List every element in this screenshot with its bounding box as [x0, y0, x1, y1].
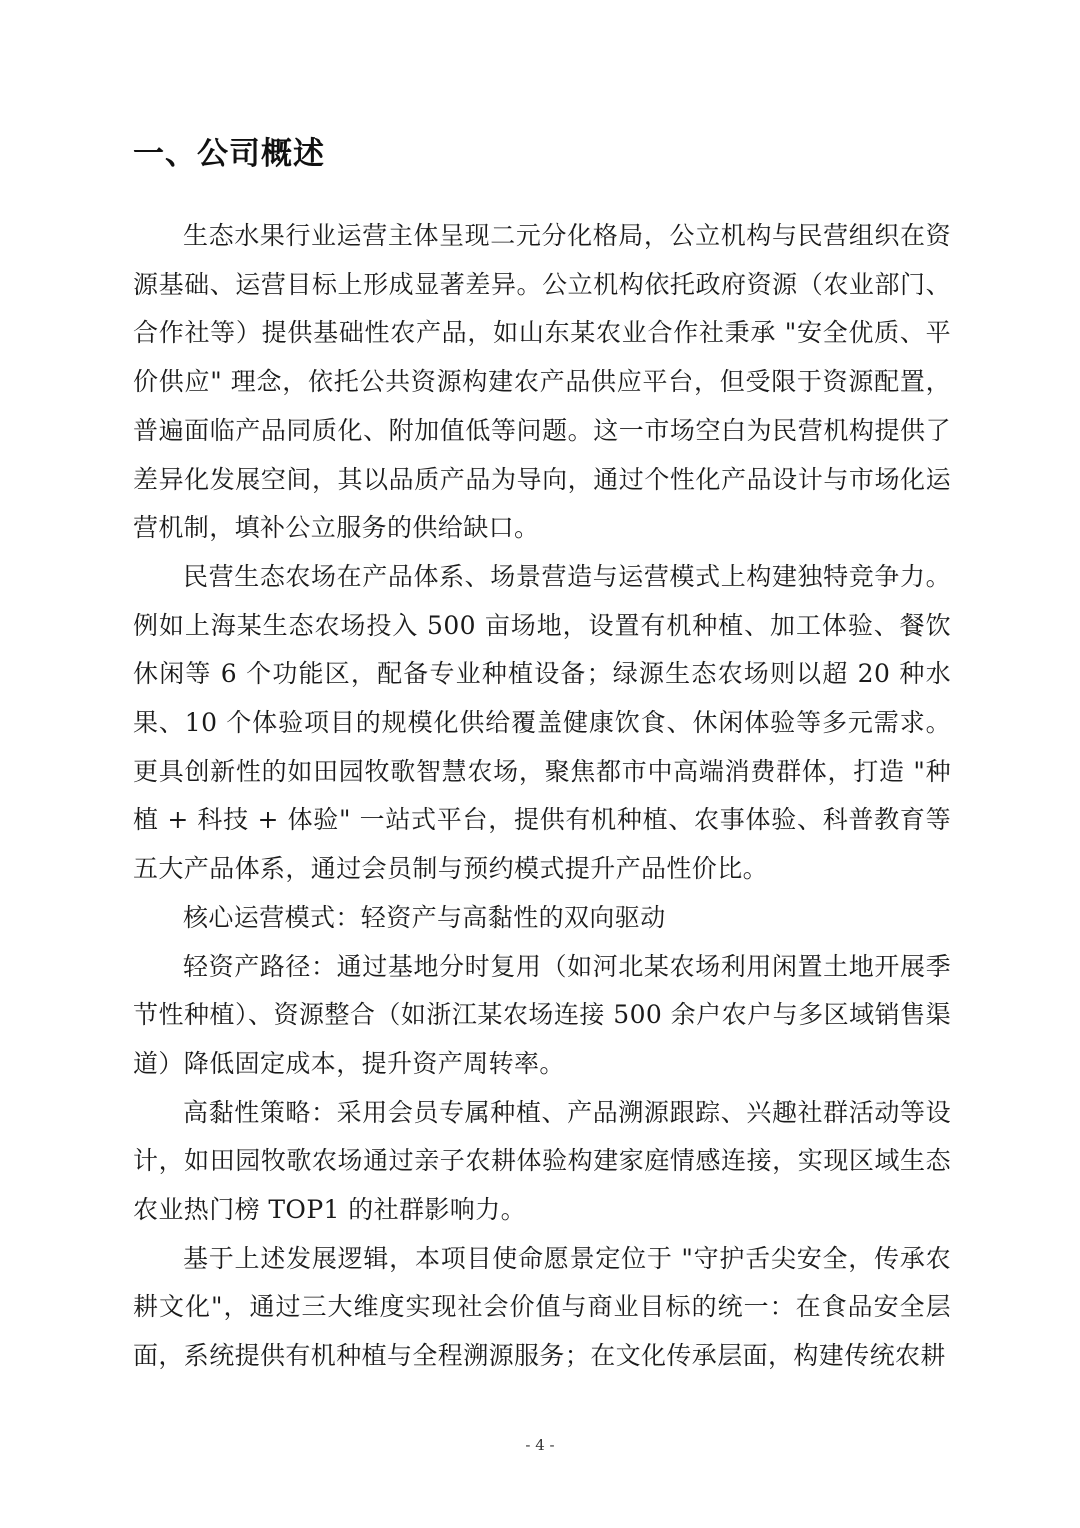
paragraph-light-asset: 轻资产路径：通过基地分时复用（如河北某农场利用闲置土地开展季节性种植）、资源整合（如浙江某农场连接 500 余户农户与多区域销售渠道）降低固定成本，提升资产周转率。: [133, 951, 951, 1078]
body-text: [133, 212, 951, 1381]
paragraph-high-stickiness: 高黏性策略：采用会员专属种植、产品溯源跟踪、兴趣社群活动等设计，如田园牧歌农场通过亲子农耕体验构建家庭情感连接，实现区域生态农业热门榜 TOP1 的社群影响力。: [133, 1097, 951, 1225]
paragraph-core-model: 核心运营模式：轻资产与高黏性的双向驱动: [183, 902, 666, 932]
paragraph-industry-overview: 生态水果行业运营主体呈现二元分化格局，公立机构与民营组织在资源基础、运营目标上形成显著差异。公立机构依托政府资源（农业部门、合作社等）提供基础性农产品，如山东某农业合作社秉承 "安全优质、平价供应" 理念，依托公共资源构建农产品供应平台，但受限于资源配置，普遍面临产品同质化、附加值低等问题。这一市场空白为民营机构提供了差异化发展空间，其以品质产品为导向，通过个性化产品设计与市场化运营机制，填补公立服务的供给缺口。: [133, 221, 951, 543]
page-number: - 4 -: [525, 1436, 555, 1454]
paragraph-mission-vision: 基于上述发展逻辑，本项目使命愿景定位于 "守护舌尖安全，传承农耕文化"，通过三大维度实现社会价值与商业目标的统一：在食品安全层面，系统提供有机种植与全程溯源服务；在文化传承层面，构建传统农耕: [133, 1243, 951, 1371]
section-heading: 一、公司概述: [133, 136, 325, 172]
paragraph-private-farms: 民营生态农场在产品体系、场景营造与运营模式上构建独特竞争力。例如上海某生态农场投入 500 亩场地，设置有机种植、加工体验、餐饮休闲等 6 个功能区，配备专业种植设备；绿源生态农场则以超 20 种水果、10 个体验项目的规模化供给覆盖健康饮食、休闲体验等多元需求。更具创新性的如田园牧歌智慧农场，聚焦都市中高端消费群体，打造 "种植 + 科技 + 体验" 一站式平台，提供有机种植、农事体验、科普教育等五大产品体系，通过会员制与预约模式提升产品性价比。: [133, 561, 951, 884]
